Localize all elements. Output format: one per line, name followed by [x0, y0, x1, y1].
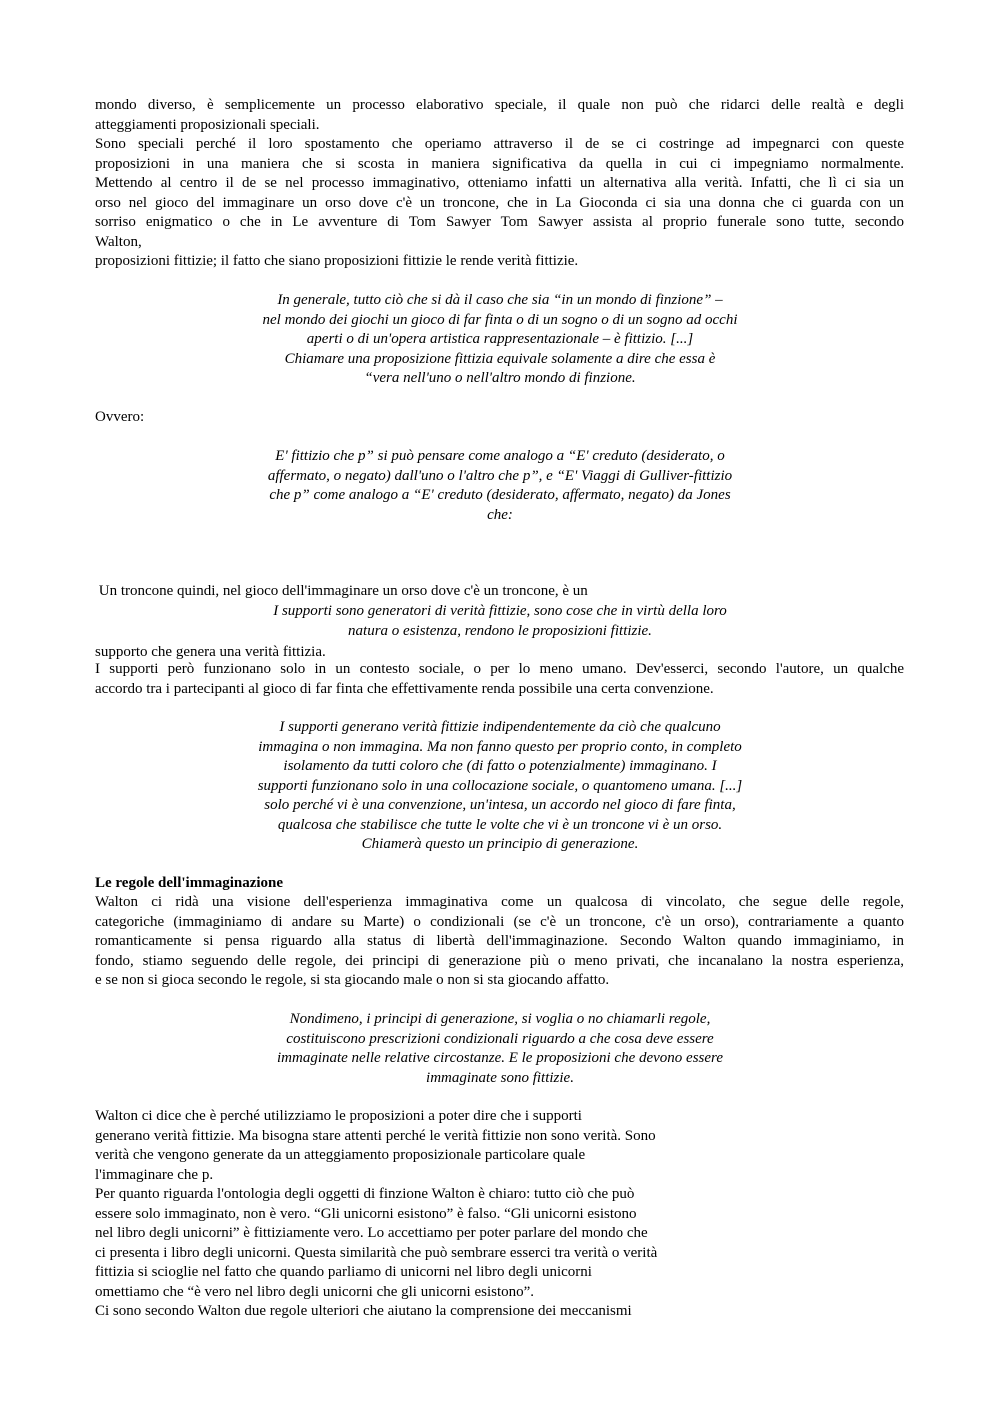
text-line: e se non si gioca secondo le regole, si sta giocando male o non si sta giocando affatto.	[95, 972, 610, 988]
quote-line: immagina o non immagina. Ma non fanno questo per proprio conto, in completo	[258, 738, 742, 755]
text-line: fittizia si scioglie nel fatto che quando parliamo di unicorni nel libro degli unicorni	[95, 1264, 592, 1280]
text-line: Per quanto riguarda l'ontologia degli oggetti di finzione Walton è chiaro: tutto ciò che può	[95, 1186, 635, 1202]
text-line: mondo diverso, è semplicemente un processo elaborativo speciale, il quale non può che ridarci delle realtà e degli	[95, 97, 904, 113]
text-line: proposizioni fittizie; il fatto che siano proposizioni fittizie le rende verità fittizie.	[95, 253, 579, 269]
text-line: nel libro degli unicorni” è fittiziamente vero. Lo accettiamo per poter parlare del mondo che	[95, 1225, 648, 1241]
text-line: l'immaginare che p.	[95, 1166, 214, 1183]
quote-line: isolamento da tutti coloro che (di fatto o potenzialmente) immaginano. I	[283, 758, 717, 774]
quote-line: E' fittizio che p” si può pensare come analogo a “E' creduto (desiderato, o	[275, 448, 725, 464]
block-quote-prescrizioni	[200, 1010, 800, 1088]
quote-line: aperti o di un'opera artistica rappresentazionale – è fittizio. [...]	[306, 331, 694, 347]
text-line: romanticamente si pensa riguardo alla status di libertà dell'immaginazione. Secondo Walton quando immaginiamo, in	[95, 933, 904, 949]
paragraph-contesto-sociale	[95, 660, 904, 699]
quote-line: I supporti sono generatori di verità fittizie, sono cose che in virtù della loro	[273, 603, 727, 619]
text-line: Walton,	[95, 233, 142, 250]
quote-line: solo perché vi è una convenzione, un'intesa, un accordo nel gioco di fare finta,	[264, 797, 736, 813]
quote-line: affermato, o negato) dall'uno o l'altro che p”, e “E' Viaggi di Gulliver-fittizio	[267, 467, 733, 484]
quote-line: Chiamare una proposizione fittizia equivale solamente a dire che essa è	[284, 350, 716, 367]
block-quote-generazione	[200, 718, 800, 855]
text-line: Un troncone quindi, nel gioco dell'immaginare un orso dove c'è un troncone, è un	[95, 583, 588, 599]
text-line: proposizioni in una maniera che si scosta in maniera significativa da quella in cui ci impegniamo normalmente.	[95, 155, 904, 172]
text-line: Mettendo al centro il de se nel processo immaginativo, otteniamo infatti un alternativa alla verità. Infatti, che lì ci sia un	[95, 175, 904, 191]
quote-line: nel mondo dei giochi un gioco di far finta o di un sogno o di un sogno ad occhi	[262, 311, 738, 328]
text-line: ci presenta i libro degli unicorni. Questa similarità che può sembrare esserci tra verità o verità	[95, 1244, 658, 1261]
block-quote-supporti	[200, 602, 800, 641]
text-line: categoriche (immaginiamo di andare su Marte) o condizionali (se c'è un troncone, c'è un orso), contrariamente a quanto	[95, 913, 904, 930]
text-line: Walton ci ridà una visione dell'esperienza immaginativa come un qualcosa di vincolato, che segue delle regole,	[95, 894, 904, 910]
paragraph-intro	[95, 96, 904, 135]
quote-line: che p” come analogo a “E' creduto (desiderato, affermato, negato) da Jones	[269, 487, 731, 503]
text-line: Walton ci dice che è perché utilizziamo le proposizioni a poter dire che i supporti	[95, 1108, 582, 1124]
paragraph-ovvero: Ovvero:	[95, 409, 145, 425]
text-line: atteggiamenti proposizionali speciali.	[95, 116, 320, 133]
quote-line: “vera nell'uno o nell'altro mondo di finzione.	[364, 370, 636, 386]
text-line: verità che vengono generate da un atteggiamento proposizionale particolare quale	[95, 1147, 586, 1163]
section-heading: Le regole dell'immaginazione	[95, 875, 284, 891]
text-line: accordo tra i partecipanti al gioco di far finta che effettivamente renda possibile una certa convenzione.	[95, 680, 714, 697]
paragraph-speciali	[95, 135, 904, 272]
quote-line: qualcosa che stabilisce che tutte le volte che vi è un troncone vi è un orso.	[277, 816, 723, 833]
text-line: I supporti però funzionano solo in un contesto sociale, o per lo meno umano. Dev'esserci, secondo l'autore, un qualche	[95, 661, 904, 677]
quote-line: In generale, tutto ciò che si dà il caso che sia “in un mondo di finzione” –	[277, 292, 723, 308]
quote-line: Chiamerà questo un principio di generazione.	[361, 836, 639, 852]
text-line: fondo, stiamo seguendo delle regole, dei principi di generazione più o meno privati, che incanalano la nostra esperienza,	[95, 952, 904, 969]
quote-line: I supporti generano verità fittizie indipendentemente da ciò che qualcuno	[279, 719, 721, 735]
quote-line: costituiscono prescrizioni condizionali riguardo a che cosa deve essere	[286, 1030, 714, 1047]
paragraph-regole	[95, 893, 904, 991]
text-line: orso nel gioco del immaginare un orso dove c'è un troncone, che in La Gioconda ci sia una donna che ci guarda con un	[95, 194, 904, 211]
text-line: supporto che genera una verità fittizia.	[95, 643, 326, 660]
quote-line: Nondimeno, i principi di generazione, si voglia o no chiamarli regole,	[289, 1011, 711, 1027]
quote-line: che:	[487, 506, 513, 523]
text-line: Sono speciali perché il loro spostamento che operiamo attraverso il de se ci costringe ad impegnarci con queste	[95, 136, 904, 152]
quote-line: natura o esistenza, rendono le proposizioni fittizie.	[348, 622, 652, 639]
paragraph-ontologia	[95, 1107, 657, 1322]
block-quote-finzione	[200, 291, 800, 389]
text-line: generano verità fittizie. Ma bisogna stare attenti perché le verità fittizie non sono verità. Sono	[95, 1127, 656, 1144]
quote-line: immaginate nelle relative circostanze. E le proposizioni che devono essere	[276, 1050, 723, 1066]
text-line: essere solo immaginato, non è vero. “Gli unicorni esistono” è falso. “Gli unicorni esistono	[95, 1205, 637, 1222]
block-quote-fittizio	[200, 447, 800, 525]
quote-line: immaginate sono fittizie.	[426, 1069, 574, 1086]
text-line: sorriso enigmatico o che in Le avventure di Tom Sawyer Tom Sawyer assista al proprio funerale sono tutte, secondo	[95, 214, 904, 230]
text-line: omettiamo che “è vero nel libro degli unicorni che gli unicorni esistono”.	[95, 1283, 535, 1300]
quote-line: supporti funzionano solo in una collocazione sociale, o quantomeno umana. [...]	[257, 777, 743, 794]
text-line: Ci sono secondo Walton due regole ulteriori che aiutano la comprensione dei meccanismi	[95, 1303, 632, 1319]
